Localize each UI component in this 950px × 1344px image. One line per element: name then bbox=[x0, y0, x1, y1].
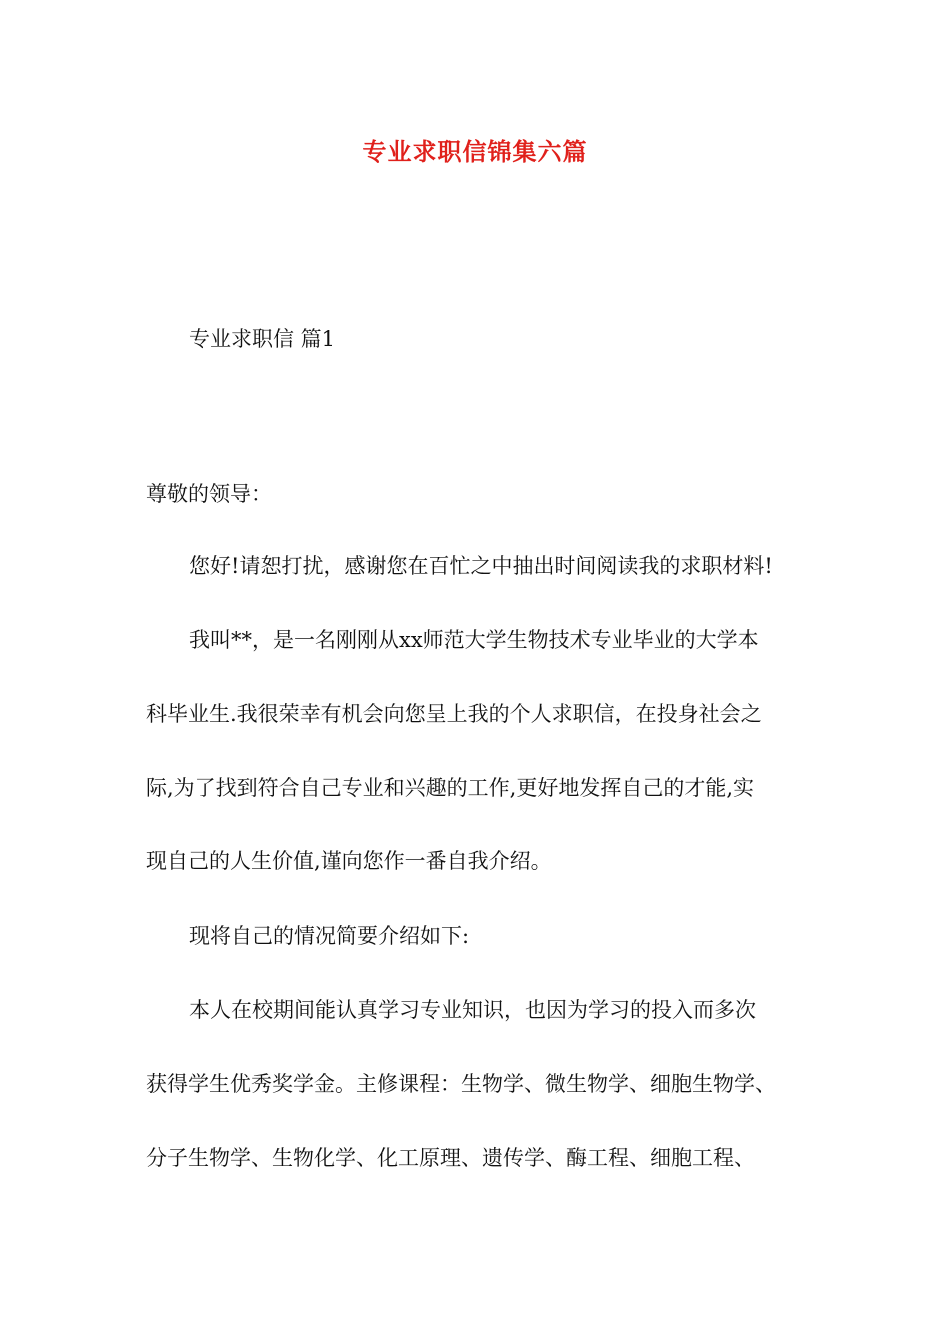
paragraph-line: 分子生物学、生物化学、化工原理、遗传学、酶工程、细胞工程、 bbox=[146, 1146, 755, 1170]
paragraph-line: 科毕业生.我很荣幸有机会向您呈上我的个人求职信，在投身社会之 bbox=[146, 702, 762, 726]
paragraph-line: 现将自己的情况简要介绍如下: bbox=[189, 924, 470, 948]
paragraph-line: 我叫**，是一名刚刚从xx师范大学生物技术专业毕业的大学本 bbox=[189, 628, 759, 652]
paragraph-line: 本人在校期间能认真学习专业知识，也因为学习的投入而多次 bbox=[189, 998, 756, 1022]
paragraph-line: 际,为了找到符合自己专业和兴趣的工作,更好地发挥自己的才能,实 bbox=[146, 776, 755, 800]
paragraph-line: 获得学生优秀奖学金。主修课程：生物学、微生物学、细胞生物学、 bbox=[146, 1072, 776, 1096]
paragraph-line: 您好!请恕打扰，感谢您在百忙之中抽出时间阅读我的求职材料! bbox=[189, 554, 773, 578]
paragraph-line: 现自己的人生价值,谨向您作一番自我介绍。 bbox=[146, 849, 552, 873]
document-title: 专业求职信锦集六篇 bbox=[362, 137, 588, 166]
section-heading: 专业求职信 篇1 bbox=[189, 327, 336, 351]
salutation: 尊敬的领导： bbox=[146, 482, 272, 506]
